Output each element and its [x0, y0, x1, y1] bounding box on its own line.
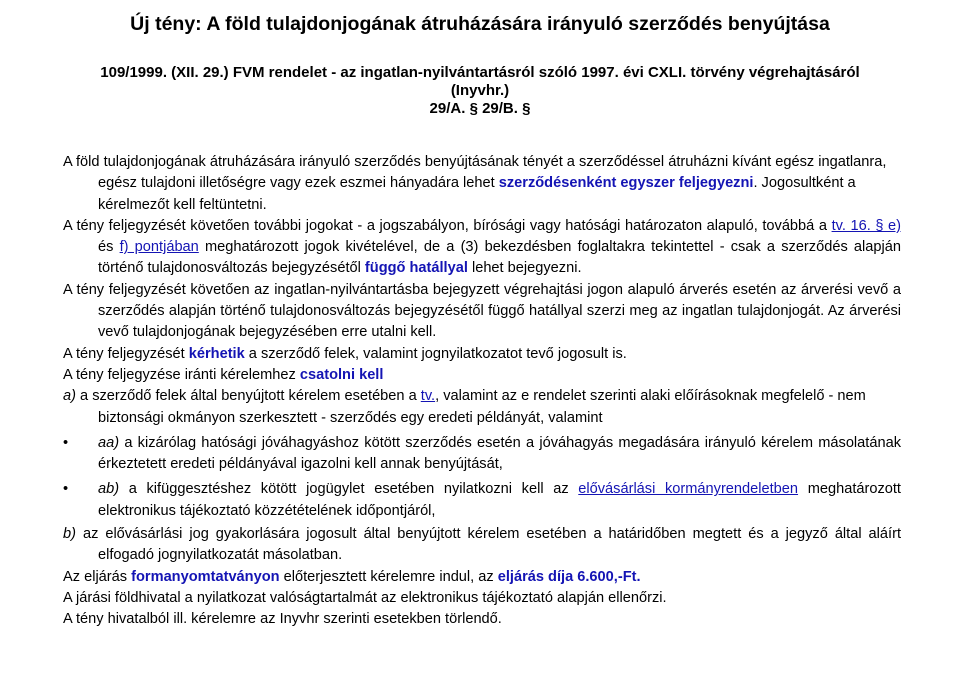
emphasis-form: formanyomtatványon	[131, 568, 280, 585]
subtitle-line2: (Inyvhr.)	[450, 82, 510, 99]
subtitle-line3: 29/A. § 29/B. §	[429, 100, 531, 117]
emphasis-dependent-effect: függő hatállyal	[364, 260, 468, 277]
bullet-item-ab: • ab) a kifüggesztéshez kötött jogügylet esetében nyilatkozni kell az elővásárlási kormányrendeletben meghatározott elektronikus tájékoztató közzétételének időpontjáról,	[63, 481, 901, 519]
bullet-icon: •	[63, 434, 69, 451]
paragraph-procedure: Az eljárás formanyomtatványon előterjesztett kérelemre indul, az eljárás díja 6.600,-Ft.	[63, 568, 641, 585]
law-section-link[interactable]: tv. 16. § e)	[831, 217, 901, 234]
preemption-decree-link[interactable]: elővásárlási kormányrendeletben	[578, 481, 799, 498]
paragraph-attachments: A tény feljegyzése iránti kérelemhez csatolni kell	[63, 366, 384, 383]
emphasis-once-per-contract: szerződésenként egyszer feljegyezni	[498, 175, 754, 192]
bullet-item-aa: • aa) a kizárólag hatósági jóváhagyáshoz kötött szerződés esetén a jóváhagyás megadására irányuló kérelem másolatának érkeztetett eredeti példányával igazolni kell annak benyújtását,	[63, 434, 901, 473]
bullet-icon: •	[63, 481, 69, 498]
emphasis-must-attach: csatolni kell	[299, 366, 384, 383]
list-item-b: b) az elővásárlási jog gyakorlására jogosult által benyújtott kérelem esetében a határidőben megtett és a jegyző által aláírt elfogadó jognyilatkozatát másolatban.	[63, 526, 901, 564]
page-title: Új tény: A föld tulajdonjogának átruházására irányuló szerződés benyújtása	[130, 13, 830, 35]
paragraph-scope: A föld tulajdonjogának átruházására irányuló szerződés benyújtásának tényét a szerződéssel átruházni kívánt egész ingatlanra, egész tulajdoni illetőségre vagy ezek eszmei hányadára lehet szerződésenként egyszer feljegyezni. Jogosultként a kérelmezőt kell feltüntetni.	[63, 154, 887, 213]
list-item-a: a) a szerződő felek által benyújtott kérelem esetében a tv., valamint az e rendelet szerinti alaki előírásoknak megfelelő - nem biztonsági okmányon szerkesztett - szerződés egy eredeti példányát, valamint	[63, 388, 866, 426]
paragraph-who-may-request: A tény feljegyzését kérhetik a szerződő felek, valamint jognyilatkozatot tevő jogosult is.	[63, 345, 627, 362]
emphasis-fee: eljárás díja 6.600,-Ft.	[497, 568, 641, 585]
paragraph-deletion: A tény hivatalból ill. kérelemre az Inyvhr szerinti esetekben törlendő.	[63, 611, 502, 628]
emphasis-may-request: kérhetik	[188, 345, 245, 362]
paragraph-verification: A járási földhivatal a nyilatkozat valóságtartalmát az elektronikus tájékoztató alapján ellenőrzi.	[63, 589, 667, 606]
point-f-link[interactable]: f) pontjában	[119, 239, 199, 256]
content-body	[63, 152, 901, 631]
subtitle-line1: 109/1999. (XII. 29.) FVM rendelet - az ingatlan-nyilvántartásról szóló 1997. évi CXLI. törvény végrehajtásáról	[100, 64, 860, 81]
paragraph-further-rights: A tény feljegyzését követően további jogokat - a jogszabályon, bírósági vagy hatósági határozaton alapuló, továbbá a tv. 16. § e) és f) pontjában meghatározott jogok kivételével, de a (3) bekezdésben foglaltakra tekintettel - csak a szerződés alapján történő tulajdonosváltozás bejegyzésétől függő hatállyal lehet bejegyezni.	[63, 217, 901, 277]
paragraph-auction: A tény feljegyzését követően az ingatlan-nyilvántartásba bejegyzett végrehajtási jogon alapuló árverés esetén az árverési vevő a szerződés alapján történő tulajdonosváltozás bejegyzésétől függő hatállyal szerzi meg az ingatlan tulajdonjogát. Az árverési vevő tulajdonjogának bejegyzésében erre utalni kell.	[63, 281, 901, 341]
law-link[interactable]: tv.	[420, 388, 436, 405]
